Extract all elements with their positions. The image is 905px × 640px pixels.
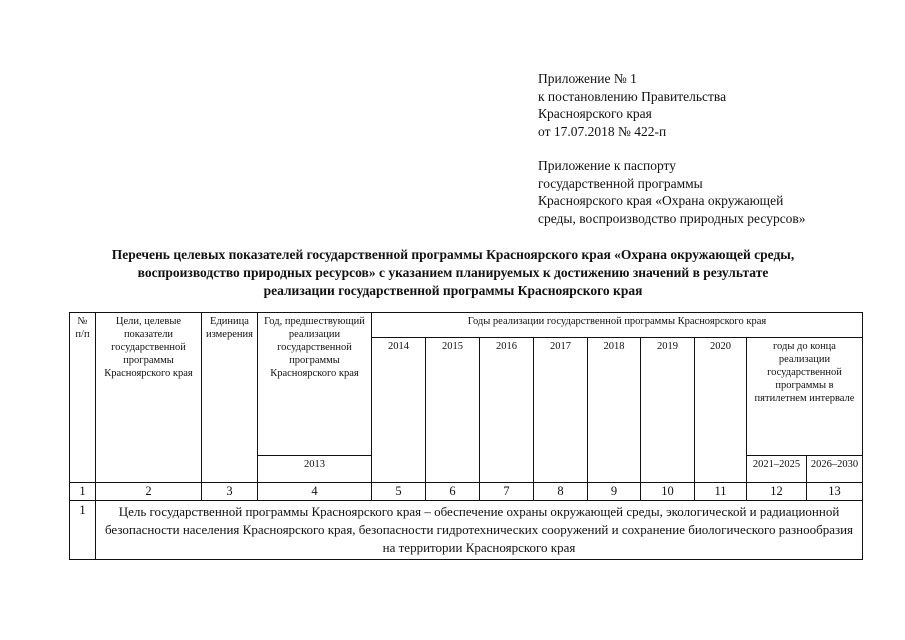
annex-2-block <box>538 157 806 227</box>
header-period-2026-2030: 2026–2030 <box>807 456 863 483</box>
header-year-2017: 2017 <box>534 338 588 483</box>
header-year-2014: 2014 <box>372 338 426 483</box>
column-number: 11 <box>695 483 747 501</box>
annex-1-line: от 17.07.2018 № 422-п <box>538 123 667 139</box>
column-number: 8 <box>534 483 588 501</box>
header-num: № п/п <box>70 313 96 483</box>
column-number: 10 <box>641 483 695 501</box>
header-year-2018: 2018 <box>588 338 641 483</box>
header-year-2015: 2015 <box>426 338 480 483</box>
column-number: 7 <box>480 483 534 501</box>
column-number: 2 <box>96 483 202 501</box>
header-prev-year: Год, предшествующий реализации государственной программы Красноярского края <box>258 313 372 456</box>
header-row-1 <box>70 313 863 338</box>
document-title-line: Перечень целевых показателей государственной программы Красноярского края «Охрана окружающей среды, <box>111 247 795 262</box>
column-number: 3 <box>202 483 258 501</box>
column-number: 12 <box>747 483 807 501</box>
header-unit: Единица измерения <box>202 313 258 483</box>
annex-2-line: среды, воспроизводство природных ресурсов» <box>538 210 806 226</box>
table-row <box>70 501 863 560</box>
header-year-2020: 2020 <box>695 338 747 483</box>
header-year-2016: 2016 <box>480 338 534 483</box>
annex-1-line: Красноярского края <box>538 106 652 121</box>
column-number: 13 <box>807 483 863 501</box>
column-number: 9 <box>588 483 641 501</box>
annex-2-line: государственной программы <box>538 175 703 191</box>
header-year-2019: 2019 <box>641 338 695 483</box>
document-title-line: реализации государственной программы Красноярского края <box>263 283 643 298</box>
indicators-table <box>69 312 863 560</box>
header-years-group: Годы реализации государственной программы Красноярского края <box>372 313 863 338</box>
column-numbers-row <box>70 483 863 501</box>
annex-2-line: Красноярского края «Охрана окружающей <box>538 193 784 208</box>
column-number: 1 <box>70 483 96 501</box>
annex-2-line: Приложение к паспорту <box>538 158 676 173</box>
header-prev-year-value: 2013 <box>258 456 372 483</box>
annex-1-block <box>538 70 726 140</box>
goal-description: Цель государственной программы Красноярского края – обеспечение охраны окружающей среды, экологической и радиационной безопасности населения Красноярского края, безопасности гидротехнических сооружений и сохранение биологического разнообразия на территории Красноярского края <box>96 501 863 560</box>
header-long-term: годы до конца реализации государственной программы в пятилетнем интервале <box>747 338 863 456</box>
column-number: 4 <box>258 483 372 501</box>
annex-1-line: Приложение № 1 <box>538 71 637 86</box>
column-number: 5 <box>372 483 426 501</box>
row-number: 1 <box>70 501 96 560</box>
document-title <box>40 246 866 300</box>
column-number: 6 <box>426 483 480 501</box>
header-period-2021-2025: 2021–2025 <box>747 456 807 483</box>
header-goals: Цели, целевые показатели государственной программы Красноярского края <box>96 313 202 483</box>
document-title-line: воспроизводство природных ресурсов» с указанием планируемых к достижению значений в результате <box>137 265 769 280</box>
annex-1-line: к постановлению Правительства <box>538 88 727 104</box>
